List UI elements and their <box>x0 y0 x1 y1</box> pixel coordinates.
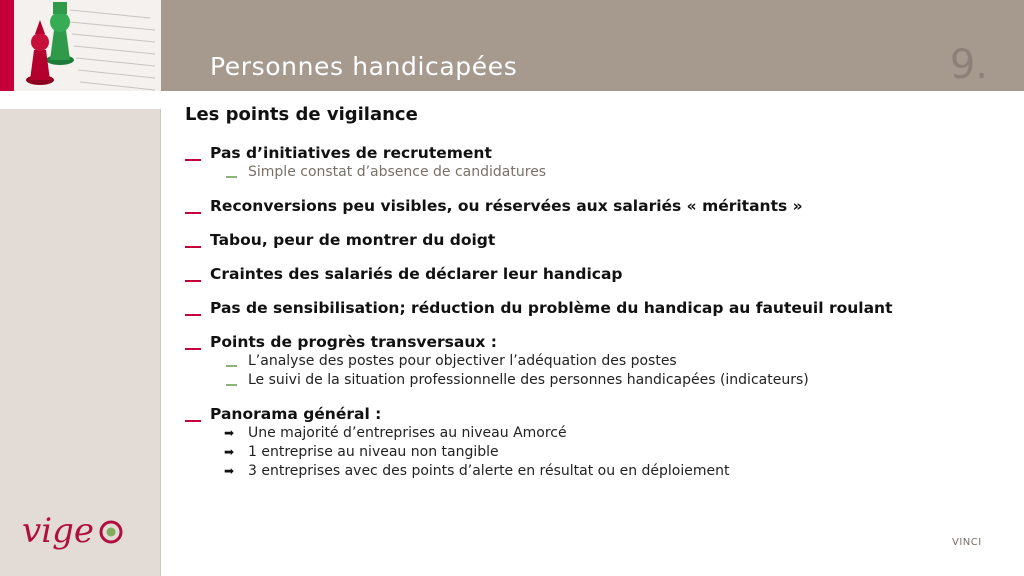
page-title: Personnes handicapées <box>210 52 518 81</box>
bullet-text: Pas de sensibilisation; réduction du problème du handicap au fauteuil roulant <box>210 299 893 317</box>
svg-text:vige: vige <box>22 511 94 551</box>
bullet-level-2 <box>185 462 1005 481</box>
sidebar-divider <box>160 109 161 576</box>
sub-bullet-text: 3 entreprises avec des points d’alerte en résultat ou en déploiement <box>248 463 730 479</box>
bullet-text: Pas d’initiatives de recrutement <box>210 144 492 162</box>
slide-content <box>185 104 1005 495</box>
sub-bullet-text: Une majorité d’entreprises au niveau Amorcé <box>248 425 567 441</box>
green-dash-bullet-icon <box>226 365 237 367</box>
list-item <box>185 404 1005 481</box>
sidebar-gap <box>0 91 161 109</box>
red-dash-bullet-icon <box>185 348 201 350</box>
bullet-text: Tabou, peur de montrer du doigt <box>210 231 496 249</box>
list-item <box>185 298 1005 318</box>
green-dash-bullet-icon <box>226 384 237 386</box>
list-item <box>185 143 1005 182</box>
bullet-level-2 <box>185 352 1005 371</box>
bullet-level-2 <box>185 163 1005 182</box>
red-dash-bullet-icon <box>185 314 201 316</box>
chess-pieces-image <box>0 0 161 91</box>
sub-bullet-text: Le suivi de la situation professionnelle des personnes handicapées (indicateurs) <box>248 372 809 388</box>
bullet-level-2 <box>185 443 1005 462</box>
slide-number: 9. <box>949 42 988 88</box>
red-chess-piece <box>26 20 54 85</box>
bullet-level-1 <box>185 264 1005 284</box>
green-dash-bullet-icon <box>226 176 237 178</box>
sub-bullet-text: Simple constat d’absence de candidatures <box>248 164 547 180</box>
section-title: Les points de vigilance <box>185 104 418 125</box>
vigeo-logo <box>20 508 130 558</box>
list-item <box>185 230 1005 250</box>
bullet-level-1 <box>185 298 1005 318</box>
bullet-level-2 <box>185 424 1005 443</box>
bullet-text: Panorama général : <box>210 405 382 423</box>
list-item <box>185 264 1005 284</box>
bullet-text: Reconversions peu visibles, ou réservées aux salariés « méritants » <box>210 197 803 215</box>
red-dash-bullet-icon <box>185 212 201 214</box>
list-item <box>185 332 1005 390</box>
list-item <box>185 196 1005 216</box>
accent-stripe <box>0 0 14 91</box>
footer-company: VINCI <box>952 537 982 548</box>
chess-pieces-illustration <box>0 0 161 91</box>
sub-bullet-text: 1 entreprise au niveau non tangible <box>248 444 499 460</box>
green-chess-piece <box>46 2 74 65</box>
bullet-level-1 <box>185 404 1005 424</box>
header-bar <box>161 0 1024 91</box>
bullet-text: Craintes des salariés de déclarer leur handicap <box>210 265 623 283</box>
bullet-level-1 <box>185 196 1005 216</box>
arrow-right-icon: ➡ <box>224 426 235 440</box>
red-dash-bullet-icon <box>185 246 201 248</box>
red-dash-bullet-icon <box>185 159 201 161</box>
sub-bullet-text: L’analyse des postes pour objectiver l’adéquation des postes <box>248 353 677 369</box>
red-dash-bullet-icon <box>185 280 201 282</box>
bullet-level-1 <box>185 332 1005 352</box>
arrow-right-icon: ➡ <box>224 464 235 478</box>
bullet-level-1 <box>185 230 1005 250</box>
arrow-right-icon: ➡ <box>224 445 235 459</box>
bullet-level-1 <box>185 143 1005 163</box>
red-dash-bullet-icon <box>185 420 201 422</box>
bullet-text: Points de progrès transversaux : <box>210 333 497 351</box>
bullet-level-2 <box>185 371 1005 390</box>
